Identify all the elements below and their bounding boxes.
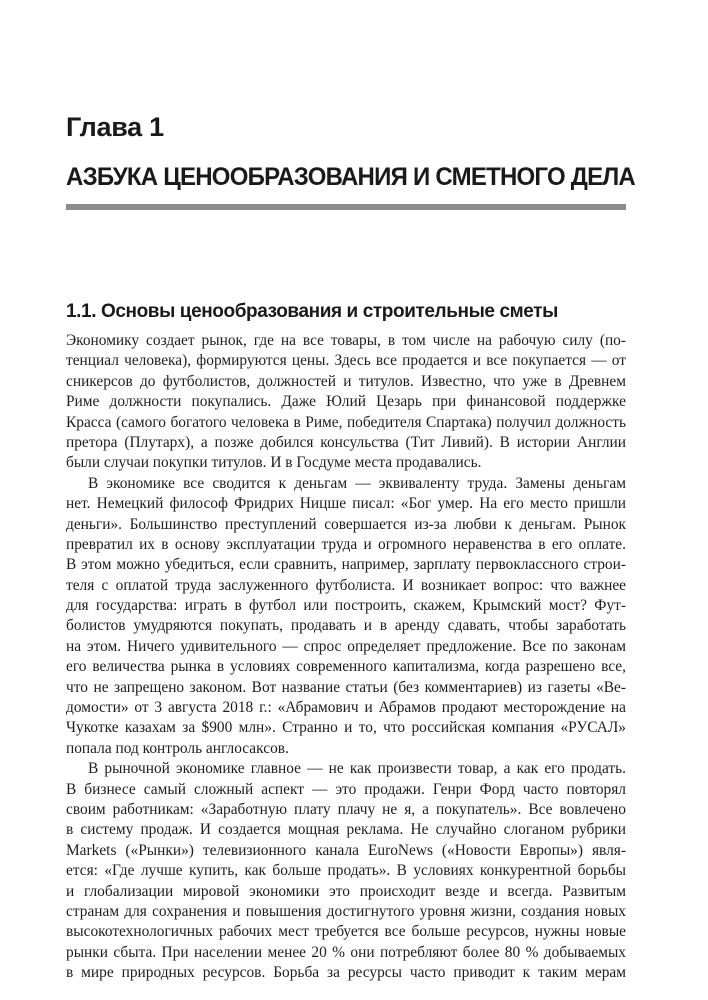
text-line: для государства: играть в футбол или построить, скажем, Крымский мост? Фут- bbox=[66, 597, 626, 615]
text-line: своим работникам: «Заработную плату плачу не я, а покупатель». Все вовлечено bbox=[66, 800, 626, 818]
text-line: Markets («Рынки») телевизионного канала EuroNews («Новости Европы») явля- bbox=[66, 841, 626, 859]
text-line: превратил их в основу эксплуатации труда и огромного неравенства в его оплате. bbox=[66, 535, 626, 553]
text-line: высокотехнологичных рабочих мест требуется все больше ресурсов, нужны новые bbox=[66, 923, 626, 941]
text-line: ется: «Где лучше купить, как больше продать». В условиях конкурентной борьбы bbox=[66, 862, 626, 880]
chapter-title: АЗБУКА ЦЕНООБРАЗОВАНИЯ И СМЕТНОГО ДЕЛА bbox=[66, 163, 635, 191]
text-line: В экономике все сводится к деньгам — эквиваленту труда. Замены деньгам bbox=[88, 474, 626, 492]
section-title: 1.1. Основы ценообразования и строительные сметы bbox=[66, 301, 558, 322]
text-line: деньги». Большинство преступлений совершается из-за любви к деньгам. Рынок bbox=[66, 515, 626, 533]
chapter-divider bbox=[66, 204, 626, 210]
text-line: домости» от 3 августа 2018 г.: «Абрамович и Абрамов продают месторождение на bbox=[66, 699, 626, 717]
chapter-label: Глава 1 bbox=[66, 112, 164, 142]
text-line: В этом можно убедиться, если сравнить, например, зарплату первоклассного строи- bbox=[66, 556, 626, 574]
text-line: странам для сохранения и повышения достигнутого уровня жизни, создания новых bbox=[66, 902, 626, 920]
text-line: были случаи покупки титулов. И в Госдуме места продавались. bbox=[66, 454, 482, 472]
text-line: теля с оплатой труда заслуженного футболиста. И возникает вопрос: что важнее bbox=[66, 576, 626, 594]
text-line: Чукотке казахам за $900 млн». Странно и то, что российская компания «РУСАЛ» bbox=[66, 719, 626, 737]
text-line: в мире природных ресурсов. Борьба за ресурсы часто приводит к таким мерам bbox=[66, 964, 626, 982]
text-line: болистов умудряются покупать, продавать и в аренду сдавать, чтобы заработать bbox=[66, 617, 626, 635]
text-line: попала под контроль англосаксов. bbox=[66, 739, 289, 757]
text-line: В рыночной экономике главное — не как произвести товар, а как его продать. bbox=[88, 760, 626, 778]
text-line: Красса (самого богатого человека в Риме, победителя Спартака) получил должность bbox=[66, 413, 626, 431]
text-line: рынки сбыта. При населении менее 20 % они потребляют более 80 % добываемых bbox=[66, 943, 626, 961]
text-line: В бизнесе самый сложный аспект — это продажи. Генри Форд часто повторял bbox=[66, 780, 626, 798]
body-text bbox=[66, 331, 626, 984]
text-line: его величества рынка в условиях современного капитализма, когда разрешено все, bbox=[66, 658, 626, 676]
text-line: что не запрещено законом. Вот название статьи (без комментариев) из газеты «Ве- bbox=[66, 678, 626, 696]
text-line: нет. Немецкий философ Фридрих Ницше писал: «Бог умер. На его место пришли bbox=[66, 495, 626, 513]
text-line: претора (Плутарх), а позже добился консульства (Тит Ливий). В истории Англии bbox=[66, 433, 626, 451]
text-line: в систему продаж. И создается мощная реклама. Не случайно слоганом рубрики bbox=[66, 821, 626, 839]
text-line: на этом. Ничего удивительного — спрос определяет предложение. Все по законам bbox=[66, 637, 626, 655]
text-line: тенциал человека), формируются цены. Здесь все продается и все покупается — от bbox=[66, 352, 626, 370]
text-line: и глобализации мировой экономики это происходит везде и всегда. Развитым bbox=[66, 882, 626, 900]
text-line: сникерсов до футболистов, должностей и титулов. Известно, что уже в Древнем bbox=[66, 372, 626, 390]
text-line: Экономику создает рынок, где на все товары, в том числе на рабочую силу (по- bbox=[66, 332, 626, 349]
text-line: Риме должности покупались. Даже Юлий Цезарь при финансовой поддержке bbox=[66, 393, 626, 411]
